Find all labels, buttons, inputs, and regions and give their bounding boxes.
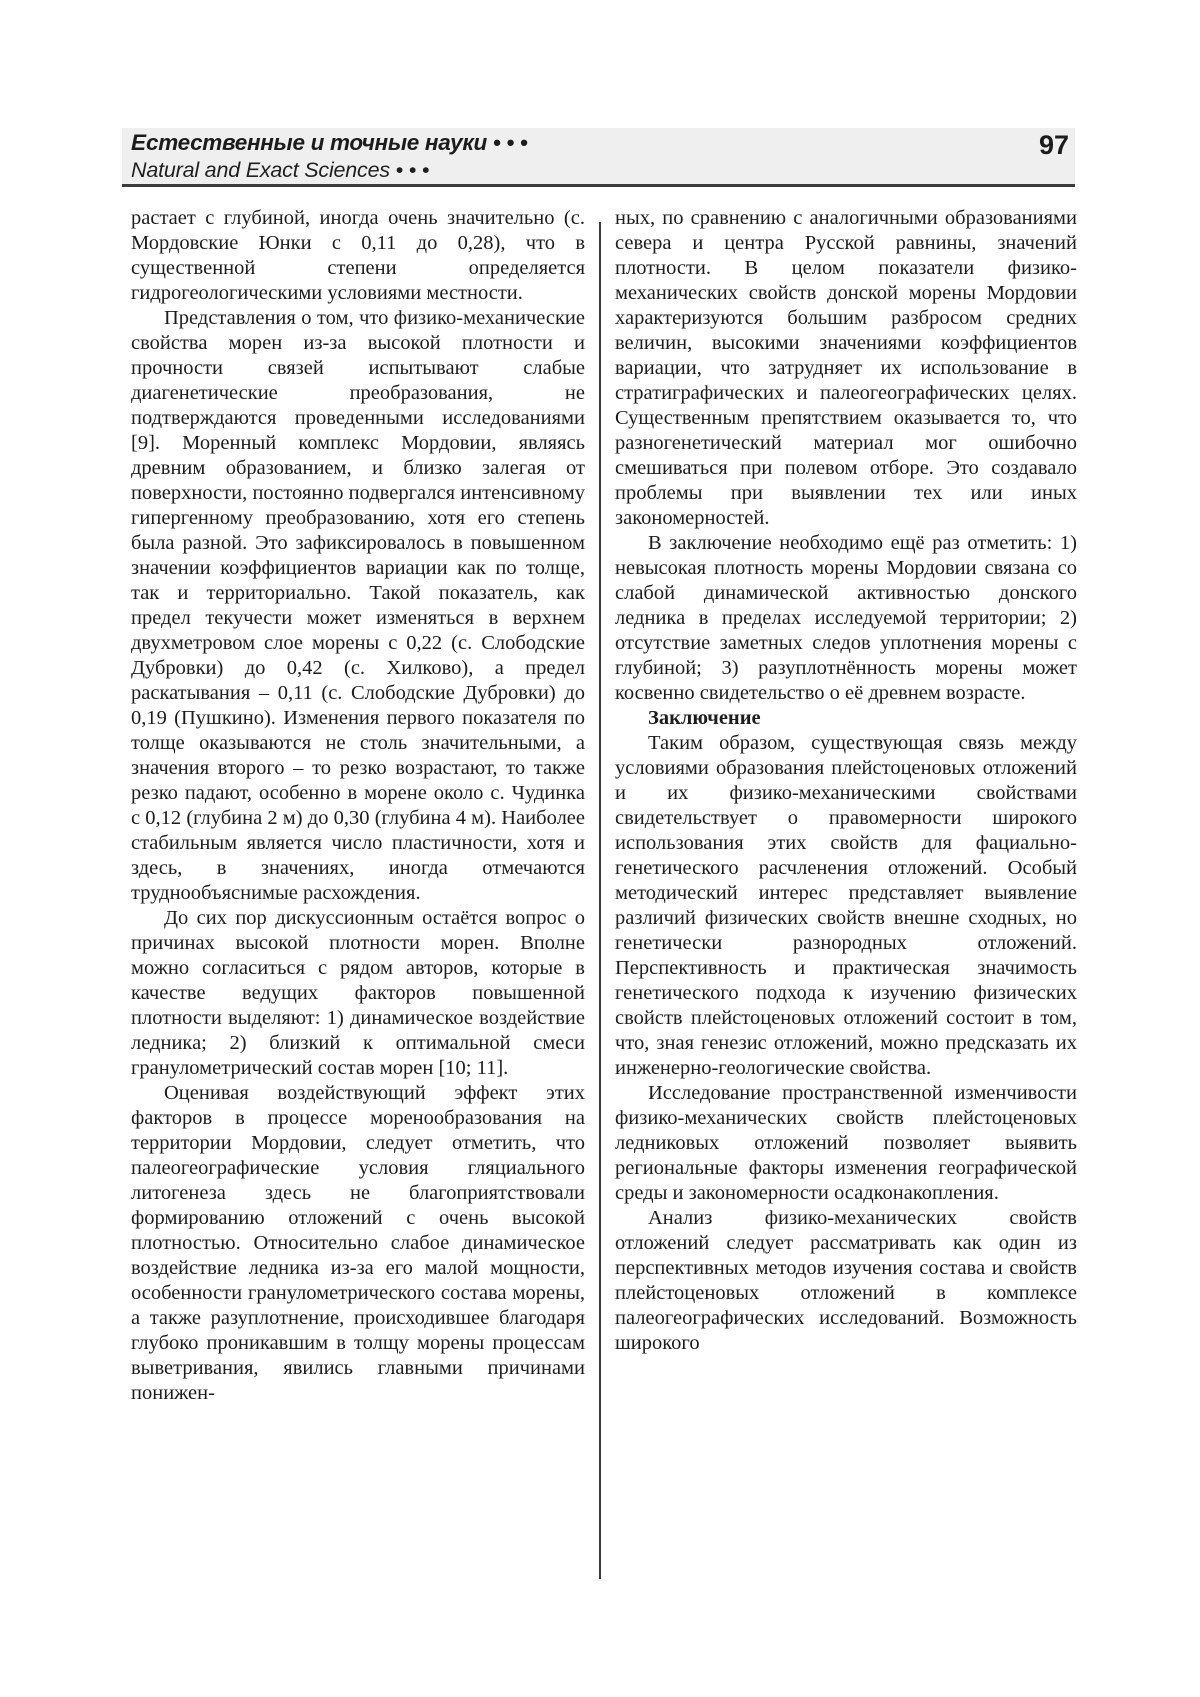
paragraph: В заключение необходимо ещё раз отметить: 1) невысокая плотность морены Мордовии связана со слабой динамической активностью донского ледника в пределах исследуемой территории; 2) отсутствие заметных следов уплотнения морены с глубиной; 3) разуплотнённость морены может косвенно свидетельство о её древнем возрасте. [615, 532, 1077, 704]
section-title-russian: Естественные и точные науки • • • [131, 130, 528, 155]
header-band [122, 128, 1075, 187]
paragraph: Анализ физико-механических свойств отложений следует рассматривать как один из перспективных методов изучения состава и свойств плейстоценовых отложений в комплексе палеогеографических исследований. Возможность широкого [615, 1207, 1077, 1354]
right-column [615, 206, 1077, 1591]
paragraph: Исследование пространственной изменчивости физико-механических свойств плейстоценовых ледниковых отложений позволяет выявить региональные факторы изменения географической среды и закономерности осадконакопления. [615, 1082, 1077, 1204]
column-divider [599, 222, 601, 1579]
left-column [131, 206, 585, 1591]
article-body [131, 206, 1077, 1591]
page-number: 97 [1038, 130, 1069, 160]
paragraph: До сих пор дискуссионным остаётся вопрос о причинах высокой плотности морен. Вполне можно согласиться с рядом авторов, которые в качестве ведущих факторов повышенной плотности выделяют: 1) динамическое воздействие ледника; 2) близкий к оптимальной смеси гранулометрический состав морен [10; 11]. [131, 907, 585, 1079]
conclusion-heading: Заключение [648, 707, 761, 729]
paragraph: растает с глубиной, иногда очень значительно (с. Мордовские Юнки с 0,11 до 0,28), что в существенной степени определяется гидрогеологическими условиями местности. [131, 207, 585, 304]
paragraph: Таким образом, существующая связь между условиями образования плейстоценовых отложений и их физико-механическими свойствами свидетельствует о правомерности широкого использования этих свойств для фациально-генетического расчленения отложений. Особый методический интерес представляет выявление различий физических свойств внешне сходных, но генетически разнородных отложений. Перспективность и практическая значимость генетического подхода к изучению физических свойств плейстоценовых отложений состоит в том, что, зная генезис отложений, можно предсказать их инженерно-геологические свойства. [615, 732, 1077, 1079]
paragraph: Представления о том, что физико-механические свойства морен из-за высокой плотности и прочности связей испытывают слабые диагенетические преобразования, не подтверждаются проведенными исследованиями [9]. Моренный комплекс Мордовии, являясь древним образованием, и близко залегая от поверхности, постоянно подвергался интенсивному гипергенному преобразованию, хотя его степень была разной. Это зафиксировалось в повышенном значении коэффициентов вариации как по толще, так и территориально. Такой показатель, как предел текучести может изменяться в верхнем двухметровом слое морены с 0,22 (с. Слободские Дубровки) до 0,42 (с. Хилково), а предел раскатывания – 0,11 (с. Слободские Дубровки) до 0,19 (Пушкино). Изменения первого показателя по толще оказываются не столь значительными, а значения второго – то резко возрастают, то также резко падают, особенно в морене около с. Чудинка с 0,12 (глубина 2 м) до 0,30 (глубина 4 м). Наиболее стабильным является число пластичности, хотя и здесь, в значениях, иногда отмечаются труднообъяснимые расхождения. [131, 307, 585, 904]
header-titles [122, 128, 528, 184]
paragraph: ных, по сравнению с аналогичными образованиями севера и центра Русской равнины, значений плотности. В целом показатели физико-механических свойств донской морены Мордовии характеризуются большим разбросом средних величин, высокими значениями коэффициентов вариации, что затрудняет их использование в стратиграфических и палеогеографических целях. Существенным препятствием оказывается то, что разногенетический материал мог ошибочно смешиваться при полевом отборе. Это создавало проблемы при выявлении тех или иных закономерностей. [615, 207, 1077, 529]
section-title-english: Natural and Exact Sciences • • • [131, 158, 430, 182]
paragraph: Оценивая воздействующий эффект этих факторов в процессе моренообразования на территории Мордовии, следует отметить, что палеогеографические условия гляциального литогенеза здесь не благоприятствовали формированию отложений с очень высокой плотностью. Относительно слабое динамическое воздействие ледника из-за его малой мощности, особенности гранулометрического состава морены, а также разуплотнение, происходившее благодаря глубоко проникавшим в толщу морены процессам выветривания, явились главными причинами понижен- [131, 1082, 585, 1404]
